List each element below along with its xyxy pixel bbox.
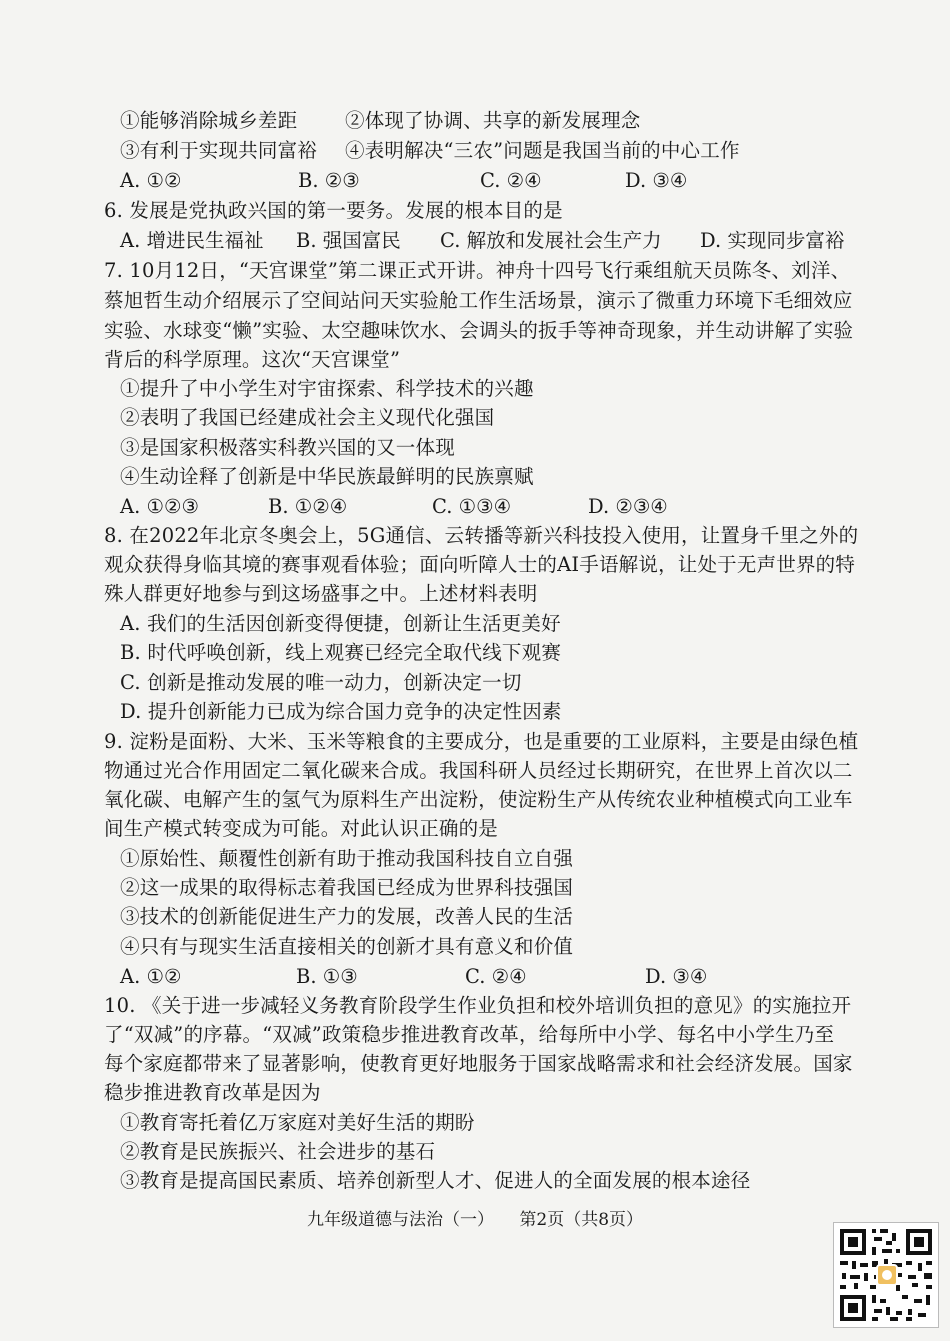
q10-stem-line-4: 稳步推进教育改革是因为 <box>104 1081 321 1104</box>
q5-option-c: C. ②④ <box>480 169 542 192</box>
q10-stem-line-2: 了“双减”的序幕。“双减”政策稳步推进教育改革，给每所中小学、每名中小学生乃至 <box>104 1023 835 1046</box>
q9-statement-2: ②这一成果的取得标志着我国已经成为世界科技强国 <box>120 876 574 899</box>
q7-statement-2: ②表明了我国已经建成社会主义现代化强国 <box>120 406 495 429</box>
q7-option-c: C. ①③④ <box>432 495 512 518</box>
q9-option-d: D. ③④ <box>645 965 708 988</box>
q8-stem-line-3: 殊人群更好地参与到这场盛事之中。上述材料表明 <box>104 582 538 605</box>
q6-stem: 6. 发展是党执政兴国的第一要务。发展的根本目的是 <box>104 199 563 222</box>
q5-statement-3: ③有利于实现共同富裕 <box>120 139 318 162</box>
page-footer <box>0 1208 950 1232</box>
q8-option-c: C. 创新是推动发展的唯一动力，创新决定一切 <box>120 671 522 694</box>
q7-stem-line-3: 实验、水球变“懒”实验、太空趣味饮水、会调头的扳手等神奇现象，并生动讲解了实验 <box>104 319 854 342</box>
q7-statement-1: ①提升了中小学生对宇宙探索、科学技术的兴趣 <box>120 377 534 400</box>
q9-option-b: B. ①③ <box>296 965 358 988</box>
q6-option-c: C. 解放和发展社会生产力 <box>440 229 662 252</box>
q8-option-b: B. 时代呼唤创新，线上观赛已经完全取代线下观赛 <box>120 641 562 664</box>
q9-stem-line-3: 氧化碳、电解产生的氢气为原料生产出淀粉，使淀粉生产从传统农业种植模式向工业车 <box>104 788 853 811</box>
q9-statement-1: ①原始性、颠覆性创新有助于推动我国科技自立自强 <box>120 847 574 870</box>
q10-statement-1: ①教育寄托着亿万家庭对美好生活的期盼 <box>120 1111 475 1134</box>
q5-statement-1: ①能够消除城乡差距 <box>120 109 298 132</box>
q7-stem-line-1: 7. 10月12日，“天宫课堂”第二课正式开讲。神舟十四号飞行乘组航天员陈冬、刘洋、 <box>104 259 851 282</box>
q5-option-a: A. ①② <box>120 169 182 192</box>
q7-stem-line-2: 蔡旭哲生动介绍展示了空间站问天实验舱工作生活场景，演示了微重力环境下毛细效应 <box>104 289 853 312</box>
q8-stem-line-1: 8. 在2022年北京冬奥会上，5G通信、云转播等新兴科技投入使用，让置身千里之外的 <box>104 524 859 547</box>
q8-option-a: A. 我们的生活因创新变得便捷，创新让生活更美好 <box>120 612 561 635</box>
q9-stem-line-2: 物通过光合作用固定二氧化碳来合成。我国科研人员经过长期研究，在世界上首次以二 <box>104 759 853 782</box>
q5-statement-4: ④表明解决“三农”问题是我国当前的中心工作 <box>345 139 740 162</box>
q5-option-d: D. ③④ <box>625 169 688 192</box>
q6-option-a: A. 增进民生福祉 <box>120 229 264 252</box>
q7-option-a: A. ①②③ <box>120 495 199 518</box>
q10-statement-2: ②教育是民族振兴、社会进步的基石 <box>120 1140 436 1163</box>
footer-page-number: 第2页（共8页） <box>519 1210 644 1230</box>
q9-stem-line-4: 间生产模式转变成为可能。对此认识正确的是 <box>104 817 499 840</box>
q9-option-c: C. ②④ <box>465 965 527 988</box>
q7-stem-line-4: 背后的科学原理。这次“天宫课堂” <box>104 348 401 371</box>
q10-statement-3: ③教育是提高国民素质、培养创新型人才、促进人的全面发展的根本途径 <box>120 1169 751 1192</box>
q8-stem-line-2: 观众获得身临其境的赛事观看体验；面向听障人士的AI手语解说，让处于无声世界的特 <box>104 553 856 576</box>
q10-stem-line-3: 每个家庭都带来了显著影响，使教育更好地服务于国家战略需求和社会经济发展。国家 <box>104 1052 853 1075</box>
q10-stem-line-1: 10. 《关于进一步减轻义务教育阶段学生作业负担和校外培训负担的意见》的实施拉开 <box>104 994 852 1017</box>
q6-option-b: B. 强国富民 <box>296 229 401 252</box>
footer-subject: 九年级道德与法治（一） <box>306 1210 494 1230</box>
q7-option-d: D. ②③④ <box>588 495 668 518</box>
q9-statement-3: ③技术的创新能促进生产力的发展，改善人民的生活 <box>120 905 574 928</box>
q9-stem-line-1: 9. 淀粉是面粉、大米、玉米等粮食的主要成分，也是重要的工业原料，主要是由绿色植 <box>104 730 859 753</box>
q8-option-d: D. 提升创新能力已成为综合国力竞争的决定性因素 <box>120 700 562 723</box>
q7-statement-4: ④生动诠释了创新是中华民族最鲜明的民族禀赋 <box>120 465 534 488</box>
q9-option-a: A. ①② <box>120 965 182 988</box>
q6-option-d: D. 实现同步富裕 <box>700 229 845 252</box>
q9-statement-4: ④只有与现实生活直接相关的创新才具有意义和价值 <box>120 935 574 958</box>
q7-statement-3: ③是国家积极落实科教兴国的又一体现 <box>120 436 455 459</box>
qr-code-icon <box>833 1222 939 1328</box>
q7-option-b: B. ①②④ <box>268 495 348 518</box>
q5-statement-2: ②体现了协调、共享的新发展理念 <box>345 109 641 132</box>
q5-option-b: B. ②③ <box>298 169 360 192</box>
